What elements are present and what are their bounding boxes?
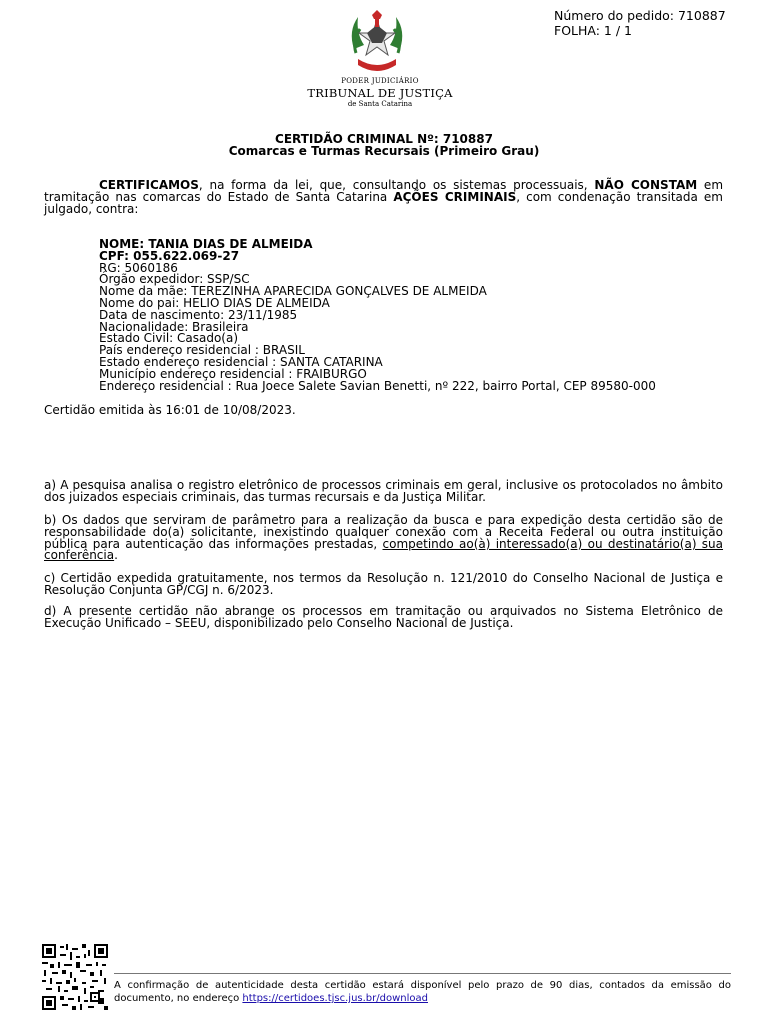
note-c: c) Certidão expedida gratuitamente, nos termos da Resolução n. 121/2010 do Conselho Nacional de Justiça e Resolução Conjunta GP/CGJ n. 6/2023.	[44, 571, 723, 597]
certify-lead: CERTIFICAMOS	[99, 178, 199, 192]
certificate-title-line-1: CERTIDÃO CRIMINAL Nº: 710887	[275, 132, 493, 146]
note-b-text: b) Os dados que serviram de parâmetro para a realização da busca e para expedição desta certidão são de responsabilidade do(a) solicitante, inexistindo qualquer conexão com a Receita Federal ou outra instituição pública para autenticação das informações prestadas,	[44, 513, 723, 551]
order-number: Número do pedido: 710887	[554, 8, 726, 23]
certify-strong-1: NÃO CONSTAM	[594, 178, 698, 192]
footer-text: A confirmação de autenticidade desta certidão estará disponível pelo prazo de 90 dias, contados da emissão do documento, no endereço	[114, 980, 731, 1004]
person-state: Estado endereço residencial : SANTA CATARINA	[99, 354, 383, 369]
qr-code-icon	[42, 944, 108, 1010]
download-link[interactable]: https://certidoes.tjsc.jus.br/download	[242, 993, 428, 1004]
court-line-1: PODER JUDICIÁRIO	[341, 77, 419, 85]
certify-strong-2: AÇÕES CRIMINAIS	[393, 189, 517, 204]
person-address: Endereço residencial : Rua Joece Salete Savian Benetti, nº 222, bairro Portal, CEP 89580-000	[99, 378, 656, 393]
sheet-number: FOLHA: 1 / 1	[554, 23, 632, 38]
court-name	[300, 77, 460, 109]
order-info	[554, 8, 726, 38]
person-cpf: CPF: 055.622.069-27	[99, 248, 240, 263]
person-details	[99, 239, 656, 392]
person-father: Nome do pai: HELIO DIAS DE ALMEIDA	[99, 295, 330, 310]
person-country: País endereço residencial : BRASIL	[99, 343, 305, 358]
note-b-end: .	[114, 548, 118, 563]
person-mother: Nome da mãe: TEREZINHA APARECIDA GONÇALVES DE ALMEIDA	[99, 284, 487, 299]
note-d: d) A presente certidão não abrange os processos em tramitação ou arquivados no Sistema Eletrônico de Execução Unificado – SEEU, disponibilizado pelo Conselho Nacional de Justiça.	[44, 604, 723, 630]
certificate-title	[44, 133, 724, 157]
note-a: a) A pesquisa analisa o registro eletrônico de processos criminais em geral, inclusive os protocolados no âmbito dos juizados especiais criminais, das turmas recursais e da Justiça Militar.	[44, 478, 723, 504]
court-line-3: de Santa Catarina	[347, 100, 413, 108]
issued-at: Certidão emitida às 16:01 de 10/08/2023.	[44, 403, 296, 417]
certify-text-1: , na forma da lei, que, consultando os sistemas processuais,	[198, 178, 595, 192]
note-b	[44, 515, 723, 562]
person-city: Município endereço residencial : FRAIBURGO	[99, 366, 367, 381]
person-nationality: Nacionalidade: Brasileira	[99, 319, 249, 334]
person-civil-status: Estado Civil: Casado(a)	[99, 331, 239, 346]
certificate-title-line-2: Comarcas e Turmas Recursais (Primeiro Grau)	[228, 144, 540, 158]
state-coat-of-arms-icon	[346, 9, 408, 77]
person-issuer: Órgão expedidor: SSP/SC	[99, 272, 250, 287]
person-name: NOME: TANIA DIAS DE ALMEIDA	[99, 237, 313, 251]
note-b-underlined: competindo ao(à) interessado(a) ou destinatário(a) sua conferência	[44, 536, 724, 563]
footer-divider	[114, 973, 731, 974]
certification-paragraph	[44, 180, 723, 215]
person-birth: Data de nascimento: 23/11/1985	[99, 307, 298, 322]
court-line-2: TRIBUNAL DE JUSTIÇA	[307, 86, 453, 100]
footer-authenticity-note	[114, 979, 731, 1005]
certify-text-2: em tramitação nas comarcas do Estado de Santa Catarina	[44, 178, 724, 204]
certify-text-3: , com condenação transitada em julgado, contra:	[44, 189, 723, 216]
person-rg: RG: 5060186	[99, 260, 178, 275]
